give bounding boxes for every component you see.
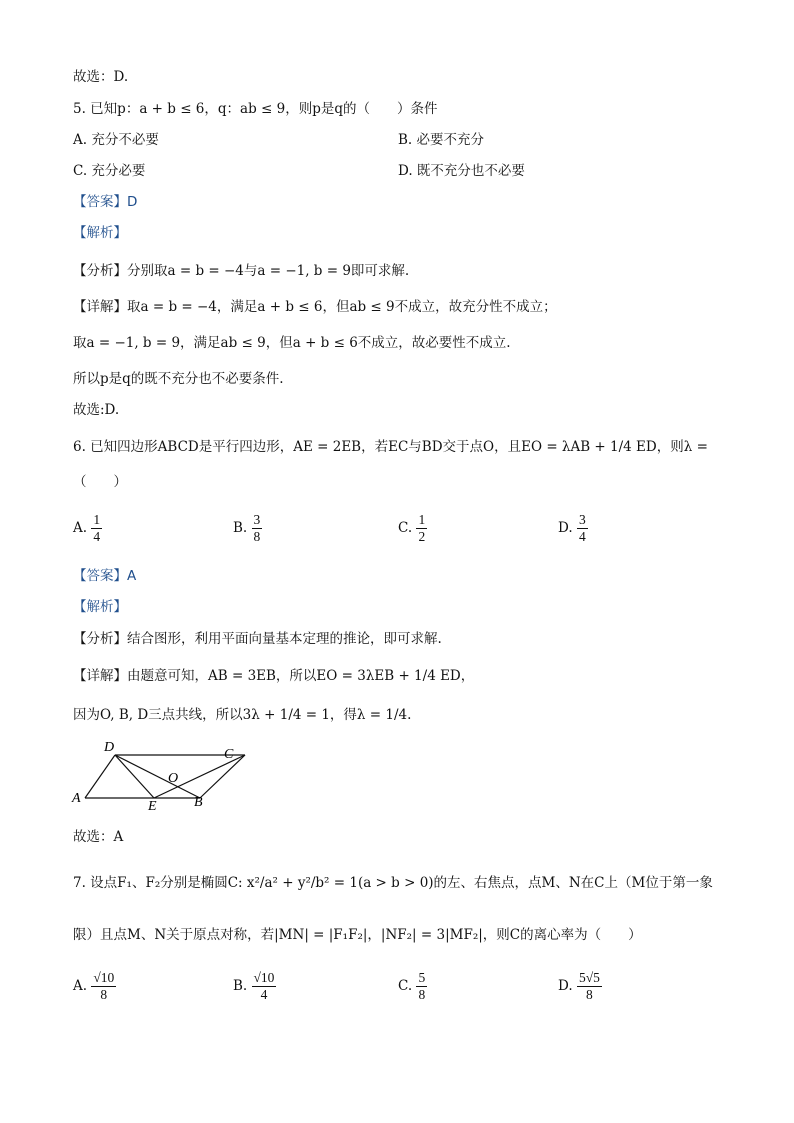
q5-option-a: A. 充分不必要	[73, 132, 159, 148]
parallelogram-figure	[68, 738, 258, 818]
label-a: A	[72, 791, 81, 806]
q5-choose: 故选:D.	[73, 402, 120, 418]
q5-answer: 【答案】D	[73, 194, 138, 210]
q7-option-d: D. $\frac{5√5}{8}$	[558, 970, 600, 1002]
question-7: 7. 设点F₁、F₂分别是椭圆C: x²/a² + y²/b² = 1(a > b > 0)的左、右焦点，点M、N在C上（M位于第一象	[73, 875, 713, 891]
question-7-cont: 限）且点M、N关于原点对称，若|MN| = |F₁F₂|，|NF₂| = 3|MF₂|，则C的离心率为（ ）	[73, 927, 642, 943]
q5-analysis: 【分析】分别取a = b = −4与a = −1, b = 9即可求解.	[73, 263, 410, 279]
q6-option-c: C. $\frac{1}{2}$	[398, 512, 426, 544]
q6-detail: 【详解】由题意可知，AB = 3EB，所以EO = 3λEB + 1/4 ED，	[73, 668, 475, 684]
q6-option-b: B. $\frac{3}{8}$	[233, 512, 261, 544]
q5-option-b: B. 必要不充分	[398, 132, 485, 148]
q6-choose: 故选：A	[73, 829, 124, 845]
question-6: 6. 已知四边形ABCD是平行四边形，AE = 2EB，若EC与BD交于点O，且EO = λAB + 1/4 ED，则λ =	[73, 439, 708, 455]
question-6-cont: （ ）	[73, 474, 127, 490]
question-5: 5. 已知p：a + b ≤ 6，q：ab ≤ 9，则p是q的（ ）条件	[73, 101, 438, 117]
q7-option-c: C. $\frac{5}{8}$	[398, 970, 426, 1002]
q5-detail-2: 取a = −1, b = 9，满足ab ≤ 9，但a + b ≤ 6不成立，故必要性不成立.	[73, 335, 511, 351]
label-e: E	[148, 799, 157, 814]
q5-option-d: D. 既不充分也不必要	[398, 163, 525, 179]
q5-analysis-heading: 【解析】	[73, 225, 127, 241]
label-c: C	[224, 747, 234, 762]
q5-detail-3: 所以p是q的既不充分也不必要条件.	[73, 371, 284, 387]
label-d: D	[104, 740, 115, 755]
q5-detail: 【详解】取a = b = −4，满足a + b ≤ 6，但ab ≤ 9不成立，故充分性不成立；	[73, 299, 557, 315]
q7-option-b: B. $\frac{√10}{4}$	[233, 970, 275, 1002]
line-answer-d: 故选：D.	[73, 69, 129, 85]
q7-option-a: A. $\frac{√10}{8}$	[73, 970, 115, 1002]
q5-option-c: C. 充分必要	[73, 163, 146, 179]
q6-analysis-heading: 【解析】	[73, 599, 127, 615]
q6-option-d: D. $\frac{3}{4}$	[558, 512, 586, 544]
label-b: B	[194, 795, 203, 810]
label-o: O	[168, 771, 179, 786]
q6-option-a: A. $\frac{1}{4}$	[73, 512, 101, 544]
q6-answer: 【答案】A	[73, 568, 137, 584]
q6-detail-2: 因为O, B, D三点共线，所以3λ + 1/4 = 1，得λ = 1/4.	[73, 707, 412, 723]
q6-analysis: 【分析】结合图形，利用平面向量基本定理的推论，即可求解.	[73, 631, 442, 647]
